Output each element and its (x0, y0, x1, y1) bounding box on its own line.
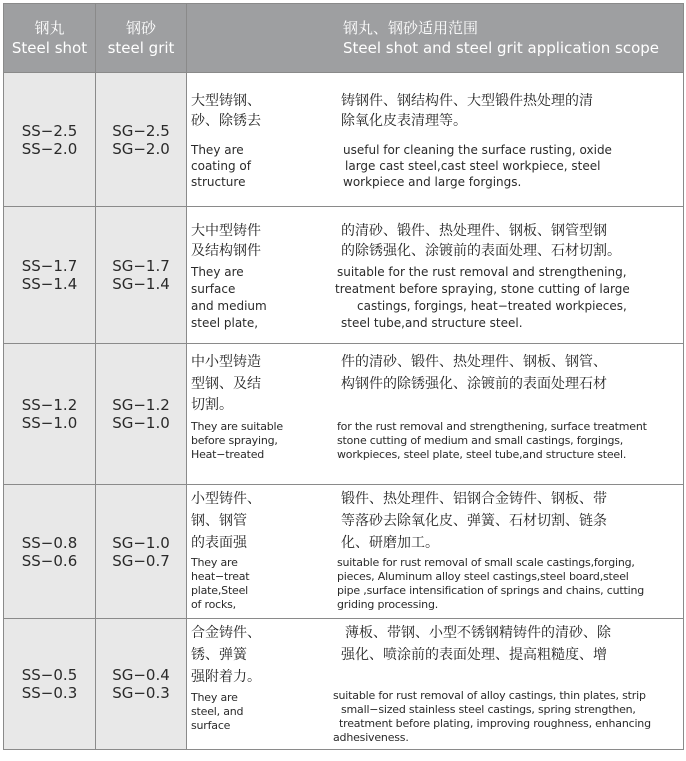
left-en-line: structure (191, 175, 246, 189)
left-en-line: surface (191, 719, 231, 732)
steel-shot-cell (4, 207, 96, 344)
left-en-line: They are (191, 265, 244, 279)
left-zh-line: 小型铸件、 (191, 491, 261, 507)
scope-cell (187, 73, 684, 207)
left-zh-line: 大型铸钢、 (191, 93, 261, 109)
left-zh-line: 砂、除锈去 (191, 113, 261, 129)
grit-grade: SG−1.4 (112, 275, 170, 293)
left-en-line: They are (191, 556, 238, 569)
right-en-line: pipe ,surface intensification of springs and chains, cutting (337, 584, 645, 597)
left-zh-line: 合金铸件、 (191, 625, 261, 641)
right-en-line: workpiece and large forgings. (343, 175, 522, 189)
right-en-line: steel tube,and structure steel. (341, 316, 523, 330)
steel-grit-cell (96, 485, 187, 619)
steel-grit-cell (96, 73, 187, 207)
right-en-line: large cast steel,cast steel workpiece, steel (345, 159, 601, 173)
header-shot-en: Steel shot (11, 39, 88, 57)
right-zh-line: 等落砂去除氧化皮、弹簧、石材切割、链条 (341, 513, 607, 529)
header-scope-zh: 钢丸、钢砂适用范围 (343, 19, 479, 37)
header-steel-shot (4, 4, 96, 73)
right-zh-line: 构钢件的除锈强化、涂镀前的表面处理石材 (341, 376, 607, 392)
shot-grade: SS−0.5 (21, 666, 78, 684)
right-en-line: griding processing. (337, 598, 439, 611)
right-zh-line: 除氧化皮表清理等。 (341, 113, 467, 129)
grit-grade: SG−1.0 (112, 414, 170, 432)
left-en-line: plate,Steel (191, 584, 249, 597)
left-zh-line: 型钢、及结 (191, 376, 261, 392)
right-zh-line: 强化、喷涂前的表面处理、提高粗糙度、增 (341, 647, 607, 663)
left-en-line: surface (191, 282, 236, 296)
left-en-line: and medium (191, 299, 267, 313)
right-zh-line: 薄板、带钢、小型不锈钢精铸件的清砂、除 (345, 625, 611, 641)
steel-shot-cell (4, 73, 96, 207)
left-zh-line: 切割。 (191, 397, 233, 413)
left-en-line: before spraying, (191, 434, 278, 447)
left-zh-line: 锈、弹簧 (191, 647, 247, 663)
table-row (4, 344, 684, 485)
shot-grade: SS−1.0 (21, 414, 78, 432)
left-en-line: heat−treat (191, 570, 250, 583)
grit-grade: SG−1.2 (112, 396, 170, 414)
shot-grade: SS−0.6 (21, 551, 78, 570)
left-en-line: steel, and (191, 705, 244, 718)
table-row (4, 207, 684, 344)
grit-grade: SG−0.4 (112, 666, 170, 684)
right-zh-line: 锻件、热处理件、铝钢合金铸件、钢板、带 (341, 491, 607, 507)
right-en-line: pieces, Aluminum alloy steel castings,steel board,steel (337, 570, 629, 583)
right-en-line: for the rust removal and strengthening, surface treatment (337, 420, 647, 433)
right-en-line: workpieces, steel plate, steel tube,and structure steel. (337, 448, 627, 461)
left-en-line: of rocks, (191, 598, 236, 611)
right-zh-line: 铸钢件、钢结构件、大型锻件热处理的清 (341, 93, 593, 109)
left-zh-line: 及结构钢件 (191, 243, 261, 259)
grit-grade: SG−1.0 (112, 533, 170, 552)
right-zh-line: 件的清砂、锻件、热处理件、钢板、钢管、 (341, 354, 607, 370)
scope-cell (187, 485, 684, 619)
header-shot-zh: 钢丸 (34, 19, 65, 37)
steel-shot-cell (4, 344, 96, 485)
left-zh-line: 大中型铸件 (191, 223, 261, 239)
steel-grit-cell (96, 207, 187, 344)
grit-grade: SG−2.0 (112, 139, 170, 158)
left-en-line: steel plate, (191, 316, 259, 330)
header-grit-en: steel grit (107, 39, 175, 57)
left-zh-line: 强附着力。 (191, 669, 261, 685)
right-zh-line: 的除锈强化、涂镀前的表面处理、石材切割。 (341, 243, 621, 259)
scope-cell (187, 619, 684, 750)
steel-shot-cell (4, 485, 96, 619)
header-scope-en: Steel shot and steel grit application scope (343, 39, 660, 57)
steel-shot-cell (4, 619, 96, 750)
right-en-line: treatment before spraying, stone cutting of large (335, 282, 630, 296)
table-row (4, 73, 684, 207)
scope-cell (187, 207, 684, 344)
right-en-line: stone cutting of medium and small castings, forgings, (337, 434, 624, 447)
application-scope-table (3, 3, 684, 750)
scope-cell (187, 344, 684, 485)
shot-grade: SS−0.3 (21, 684, 78, 702)
left-zh-line: 的表面强 (191, 535, 247, 551)
shot-grade: SS−1.7 (21, 257, 78, 275)
right-zh-line: 化、研磨加工。 (341, 535, 439, 551)
right-en-line: suitable for rust removal of small scale castings,forging, (337, 556, 635, 569)
header-steel-grit (96, 4, 187, 73)
right-en-line: suitable for the rust removal and strengthening, (337, 265, 627, 279)
shot-grade: SS−1.2 (21, 396, 78, 414)
shot-grade: SS−2.0 (21, 139, 78, 158)
grit-grade: SG−0.7 (112, 551, 170, 570)
left-zh-line: 中小型铸造 (191, 354, 261, 370)
right-en-line: treatment before plating, improving roughness, enhancing (339, 717, 651, 730)
grit-grade: SG−0.3 (112, 684, 170, 702)
steel-grit-cell (96, 344, 187, 485)
left-en-line: They are (191, 691, 238, 704)
right-en-line: castings, forgings, heat−treated workpieces, (357, 299, 627, 313)
shot-grade: SS−1.4 (21, 275, 78, 293)
grit-grade: SG−1.7 (112, 257, 170, 275)
table-row (4, 619, 684, 750)
shot-grade: SS−0.8 (21, 533, 78, 552)
shot-grade: SS−2.5 (21, 121, 78, 140)
right-en-line: adhesiveness. (333, 731, 409, 744)
left-en-line: They are suitable (191, 420, 283, 433)
right-zh-line: 的清砂、锻件、热处理件、钢板、钢管型钢 (341, 223, 607, 239)
right-en-line: useful for cleaning the surface rusting, oxide (343, 143, 612, 157)
right-en-line: suitable for rust removal of alloy castings, thin plates, strip (333, 689, 646, 702)
left-en-line: They are (191, 143, 244, 157)
header-application-scope (187, 4, 684, 73)
left-en-line: Heat−treated (191, 448, 265, 461)
header-row (4, 4, 684, 73)
right-en-line: small−sized stainless steel castings, spring strengthen, (341, 703, 636, 716)
header-grit-zh: 钢砂 (125, 19, 156, 37)
left-en-line: coating of (191, 159, 251, 173)
left-zh-line: 钢、钢管 (191, 513, 247, 529)
steel-grit-cell (96, 619, 187, 750)
grit-grade: SG−2.5 (112, 121, 170, 140)
table-row (4, 485, 684, 619)
